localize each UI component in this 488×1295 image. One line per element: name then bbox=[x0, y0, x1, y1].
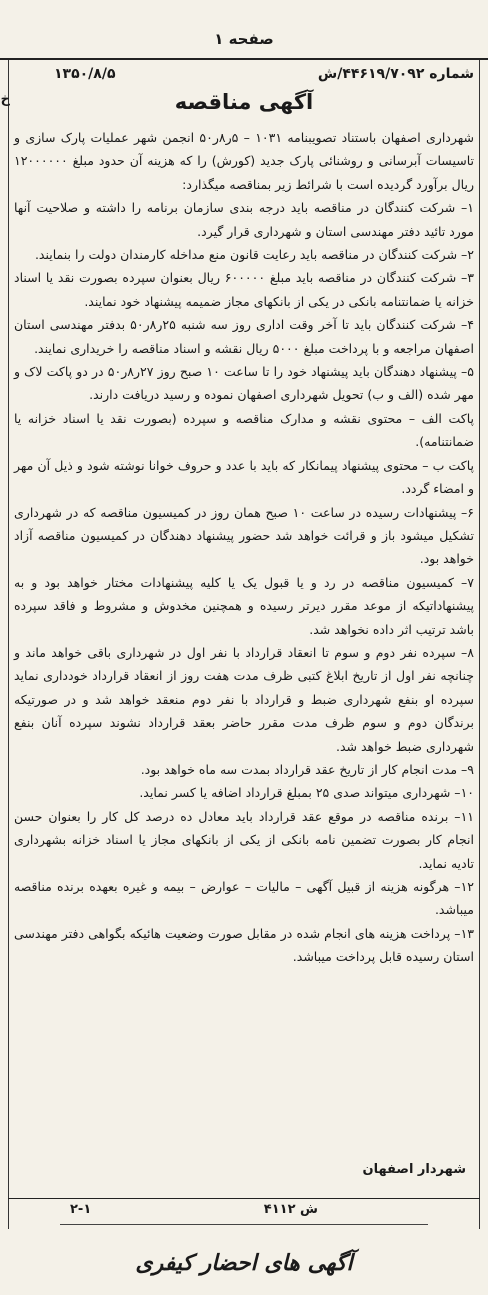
page-number: صفحه ۱ bbox=[214, 30, 274, 48]
condition-4: ۴– شرکت کنندگان باید تا آخر وقت اداری روز سه شنبه ۲۵ر۸ر۵۰ بدفتر مهندسی استان اصفهان مراجعه و با پرداخت مبلغ ۵۰۰۰ ریال نقشه و اسناد مناقصه را خریداری نمایند. bbox=[14, 317, 474, 356]
top-rule bbox=[0, 58, 488, 60]
condition-2: ۲– شرکت کنندگان در مناقصه باید رعایت قانون منع مداخله کارمندان دولت را بنمایند. bbox=[34, 247, 474, 263]
condition-9: ۹– مدت انجام کار از تاریخ عقد قرارداد بمدت سه ماه خواهد بود. bbox=[140, 761, 474, 777]
reference-line bbox=[14, 66, 474, 88]
reference-number: شماره ۴۴۶۱۹/۷۰۹۲/ش bbox=[317, 66, 474, 82]
signer: شهردار اصفهان bbox=[362, 1162, 466, 1177]
notice-body bbox=[14, 126, 474, 969]
condition-1: ۱– شرکت کنندگان در مناقصه باید درجه بندی سازمان برنامه را داشته و صلاحیت آنها مورد تائید دفتر مهندسی استان و شهرداری قرار گیرد. bbox=[14, 200, 474, 239]
condition-5: ۵– پیشنهاد دهندگان باید پیشنهاد خود را تا ساعت ۱۰ صبح روز ۲۷ر۸ر۵۰ در دو پاکت لاک و مهر شده (الف و ب) تحویل شهرداری اصفهان نموده و رسید دریافت دارند. bbox=[14, 364, 474, 403]
condition-6: ۶– پیشنهادات رسیده در ساعت ۱۰ صبح همان روز در کمیسیون مناقصه که در شهرداری تشکیل میشود باز و قرائت خواهد شد حضور پیشنهاد دهندگان در کمیسیون مناقصه آزاد خواهد بود. bbox=[14, 504, 474, 567]
envelope-a: پاکت الف – محتوی نقشه و مدارک مناقصه و سپرده (بصورت نقد یا اسناد خزانه یا ضمانتنامه). bbox=[14, 410, 474, 450]
footer-pages: ۲-۱ bbox=[70, 1202, 92, 1217]
condition-10: ۱۰– شهرداری میتواند صدی ۲۵ بمبلغ قرارداد اضافه یا کسر نماید. bbox=[139, 785, 474, 801]
adjacent-column-fragment: خ bbox=[0, 92, 10, 107]
section-heading-stamp: آگهی های احضار کیفری bbox=[135, 1250, 353, 1276]
condition-12: ۱۲– هرگونه هزینه از قبیل آگهی – مالیات – عوارض – بیمه و غیره بعهده برنده مناقصه میباشد. bbox=[14, 879, 474, 918]
left-column-rule bbox=[8, 60, 9, 1229]
condition-8: ۸– سپرده نفر دوم و سوم تا انعقاد قرارداد با نفر اول در شهرداری باقی خواهد ماند و چنانچه نفر اول از تاریخ ابلاغ کتبی ظرف مدت هفت روز از انعقاد قرارداد خودداری نماید سپرده او بنفع شهرداری ضبط و قرارداد با نفر دوم منعقد خواهد شد و در صورتیکه برندگان دوم و سوم ظرف مدت مقرر حاضر بعقد قرارداد نشوند سپرده آنان بنفع شهرداری ضبط خواهد شد. bbox=[14, 644, 474, 754]
condition-13: ۱۳– پرداخت هزینه های انجام شده در مقابل صورت وضعیت هائیکه بگواهی دفتر مهندسی استان رسیده قابل پرداخت میباشد. bbox=[14, 925, 474, 965]
condition-3: ۳– شرکت کنندگان در مناقصه باید مبلغ ۶۰۰۰۰۰ ریال بعنوان سپرده بصورت نقد یا اسناد خزانه یا ضمانتنامه بانکی در یکی از بانکهای مجاز ضمیمه پیشنهاد خود نمایند. bbox=[14, 270, 474, 309]
notice-title: آگهی مناقصه bbox=[174, 90, 314, 114]
footer-rule bbox=[60, 1224, 428, 1225]
condition-11: ۱۱– برنده مناقصه در موقع عقد قرارداد باید معادل ده درصد کل کار را بعنوان حسن انجام کار بصورت تضمین نامه بانکی از یکی از بانکهای مجاز یا اسناد خزانه بشهرداری تادیه نماید. bbox=[14, 808, 474, 871]
intro-paragraph: شهرداری اصفهان باستناد تصویبنامه ۱۰۳۱ – ۵ر۸ر۵۰ انجمن شهر عملیات پارک سازی و تاسیسات آبرسانی و روشنائی پارک جدید (کورش) را که هزینه آن حدود مبلغ ۱۲۰۰۰۰۰۰ ریال برآورد گردیده است با شرائط زیر بمناقصه میگذارد: bbox=[14, 130, 475, 192]
bottom-rule bbox=[8, 1198, 480, 1199]
footer-code: ش ۴۱۱۲ bbox=[263, 1202, 318, 1217]
right-column-rule bbox=[479, 60, 480, 1229]
notice-date: ۱۳۵۰/۸/۵ bbox=[54, 66, 116, 82]
condition-7: ۷– کمیسیون مناقصه در رد و یا قبول یک یا کلیه پیشنهادات مختار خواهد بود و به پیشنهاداتیکه از موعد مقرر دیرتر رسیده و همچنین مخدوش و مشروط و فاقد سپرده باشد ترتیب اثر داده نخواهد شد. bbox=[14, 574, 474, 637]
envelope-b: پاکت ب – محتوی پیشنهاد پیمانکار که باید با عدد و حروف خوانا نوشته شود و ذیل آن مهر و امضاء گردد. bbox=[14, 457, 474, 497]
